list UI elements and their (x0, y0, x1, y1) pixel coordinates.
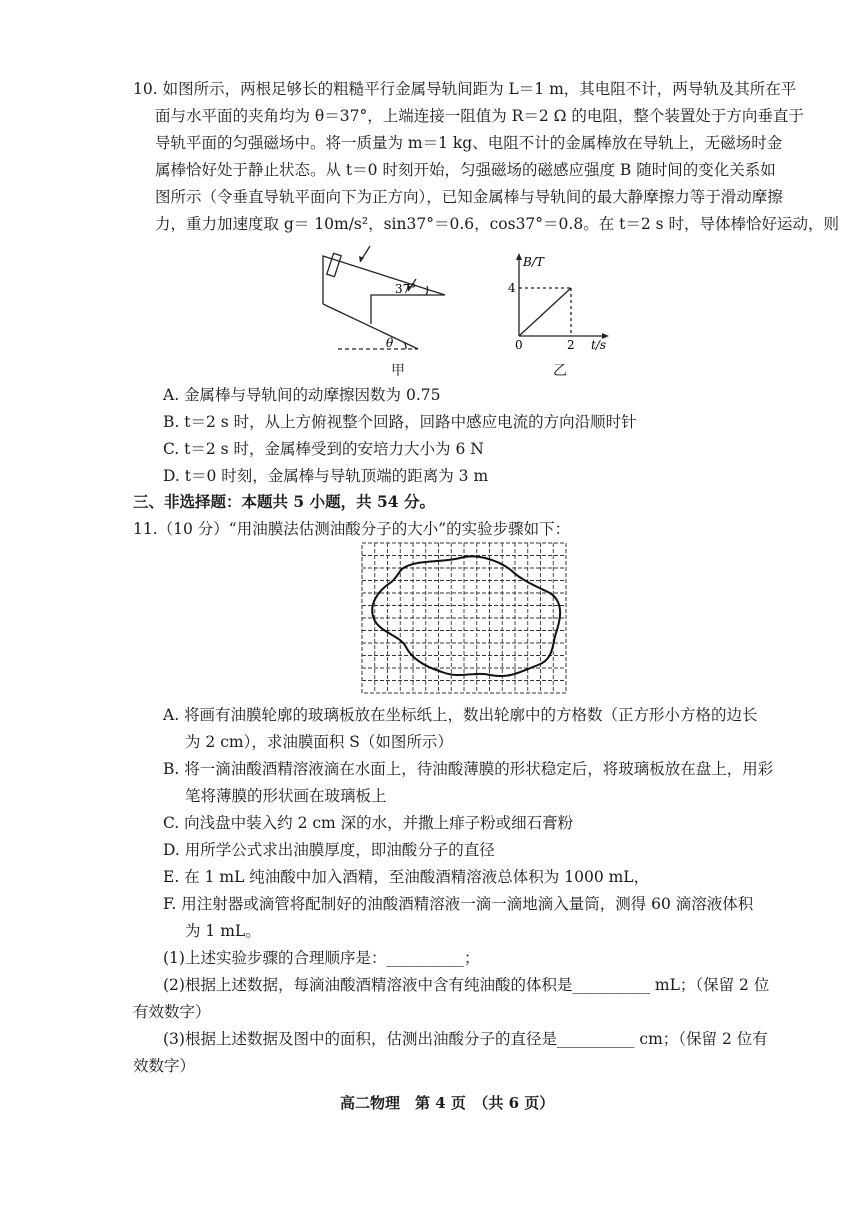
grid-lines (362, 543, 566, 693)
step-a-cont: 为 2 cm），求油膜面积 S（如图所示） (185, 733, 453, 751)
y-tick-4: 4 (508, 281, 516, 295)
option-d: D. t＝0 时刻，金属棒与导轨顶端的距离为 3 m (163, 467, 489, 485)
figure-yi-caption: 乙 (553, 363, 567, 379)
oil-film-grid-figure (360, 541, 570, 697)
x-axis-label: t/s (591, 338, 607, 352)
bt-line (519, 288, 571, 336)
origin-label: 0 (515, 338, 523, 352)
q10-line-1: 10. 如图所示，两根足够长的粗糙平行金属导轨间距为 L＝1 m，其电阻不计，两导轨及其所在平 (133, 80, 797, 98)
q10-line-3: 导轨平面的匀强磁场中。将一质量为 m＝1 kg、电阻不计的金属棒放在导轨上，无磁场时金 (155, 134, 783, 152)
step-a: A. 将画有油膜轮廓的玻璃板放在坐标纸上，数出轮廓中的方格数（正方形小方格的边长 (163, 706, 758, 724)
subquestion-3: (3)根据上述数据及图中的面积，估测出油酸分子的直径是__________ cm；（保留 2 位有 (163, 1030, 768, 1048)
bt-graph-figure (505, 250, 615, 355)
rail-frame (323, 256, 445, 324)
angle-37-label: 37° (395, 282, 417, 296)
page-footer: 高二物理 第 4 页 （共 6 页） (340, 1094, 555, 1112)
step-b-cont: 笔将薄膜的形状画在玻璃板上 (185, 787, 387, 805)
q10-line-4: 属棒恰好处于静止状态。从 t＝0 时刻开始，匀强磁场的磁感应强度 B 随时间的变化关系如 (155, 161, 776, 179)
step-c: C. 向浅盘中装入约 2 cm 深的水，并撒上痱子粉或细石膏粉 (163, 814, 574, 832)
subquestion-1: (1)上述实验步骤的合理顺序是：__________； (163, 949, 480, 967)
q10-line-2: 面与水平面的夹角均为 θ＝37°，上端连接一阻值为 R＝2 Ω 的电阻，整个装置处于方向垂直于 (155, 107, 804, 125)
step-e: E. 在 1 mL 纯油酸中加入酒精，至油酸酒精溶液总体积为 1000 mL， (163, 868, 650, 886)
y-arrowhead (516, 253, 522, 260)
x-tick-2: 2 (567, 338, 575, 352)
q11-intro: 11.（10 分）“用油膜法估测油酸分子的大小”的实验步骤如下： (133, 520, 571, 538)
step-b: B. 将一滴油酸酒精溶液滴在水面上，待油酸薄膜的形状稳定后，将玻璃板放在盘上，用彩 (163, 760, 774, 778)
y-axis-label: B/T (523, 255, 544, 269)
step-d: D. 用所学公式求出油膜厚度，即油酸分子的直径 (163, 841, 495, 859)
section-heading: 三、非选择题：本题共 5 小题，共 54 分。 (133, 492, 435, 511)
angle-arc-top (426, 286, 428, 295)
subquestion-2-cont: 有效数字） (133, 1003, 211, 1021)
step-f: F. 用注射器或滴管将配制好的油酸酒精溶液一滴一滴地滴入量筒，测得 60 滴溶液体积 (163, 895, 754, 913)
option-c: C. t＝2 s 时，金属棒受到的安培力大小为 6 N (163, 440, 484, 458)
q10-line-6: 力，重力加速度取 g＝ 10m/s²，sin37°＝0.6，cos37°＝0.8。在 t＝2 s 时，导体棒恰好运动，则 (155, 215, 840, 233)
angle-theta-label: θ (386, 336, 394, 350)
resistor (327, 253, 341, 276)
figure-jia-caption: 甲 (391, 363, 405, 379)
q10-line-5: 图所示（令垂直导轨平面向下为正方向），已知金属棒与导轨间的最大静摩擦力等于滑动摩擦 (155, 188, 783, 206)
option-a: A. 金属棒与导轨间的动摩擦因数为 0.75 (163, 386, 441, 404)
option-b: B. t＝2 s 时，从上方俯视整个回路，回路中感应电流的方向沿顺时针 (163, 413, 637, 431)
step-f-cont: 为 1 mL。 (185, 922, 261, 940)
subquestion-3-cont: 效数字） (133, 1057, 196, 1075)
subquestion-2: (2)根据上述数据，每滴油酸酒精溶液中含有纯油酸的体积是__________ mL；（保留 2 位 (163, 976, 770, 994)
inclined-rails-figure (318, 238, 453, 373)
